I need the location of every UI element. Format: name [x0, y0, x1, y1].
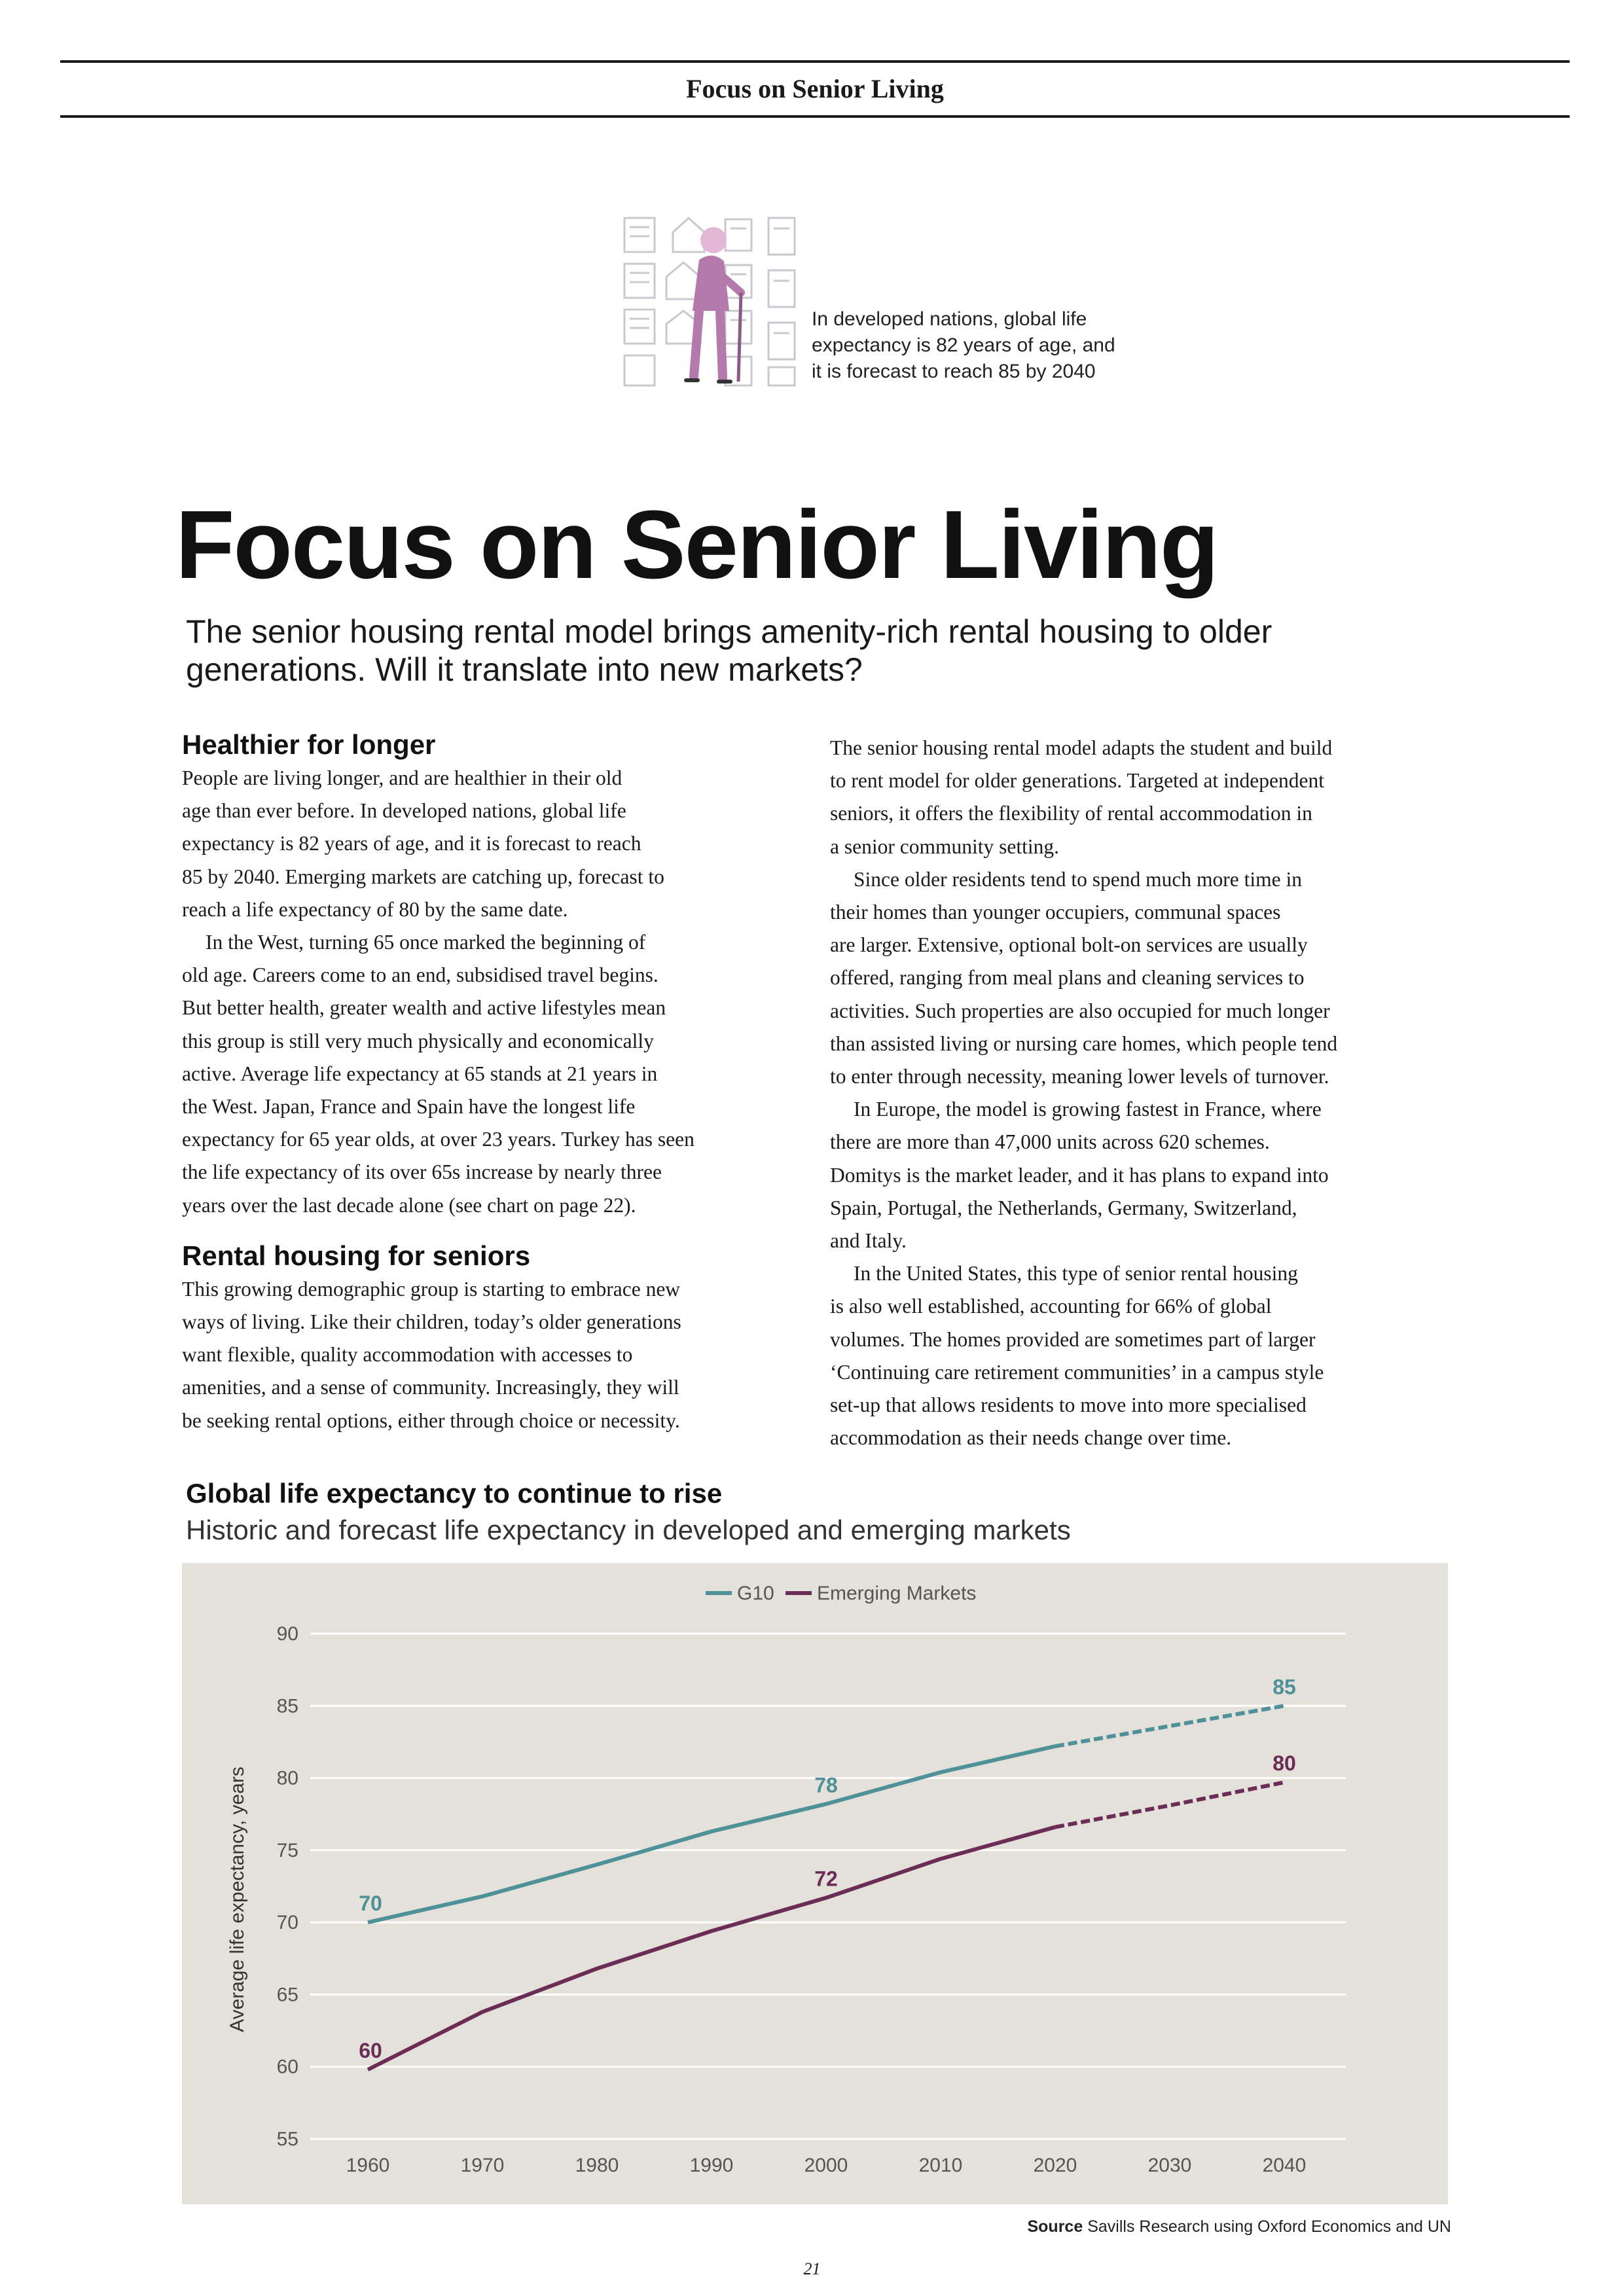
y-tick-label: 80 — [276, 1767, 298, 1789]
data-label: 78 — [814, 1773, 838, 1797]
text-line: expectancy is 82 years of age, and it is forecast to reach — [182, 832, 641, 855]
left-column — [182, 726, 797, 1437]
text-line: This growing demographic group is starting to embrace new — [182, 1277, 681, 1300]
page-title: Focus on Senior Living — [175, 491, 1218, 599]
text-line: ways of living. Like their children, today’s older generations — [182, 1310, 681, 1334]
text-line: Since older residents tend to spend much more time in — [854, 867, 1302, 891]
text-line: to enter through necessity, meaning lower levels of turnover. — [830, 1065, 1329, 1088]
text-line: are larger. Extensive, optional bolt-on services are usually — [830, 933, 1308, 957]
subtitle-line: generations. Will it translate into new markets? — [186, 651, 863, 688]
text-line: set-up that allows residents to move into more specialised — [830, 1393, 1307, 1417]
x-tick-label: 2040 — [1262, 2155, 1307, 2176]
text-line: and Italy. — [830, 1229, 907, 1253]
text-line: ‘Continuing care retirement communities’ in a campus style — [830, 1360, 1324, 1384]
x-tick-label: 1960 — [346, 2155, 390, 2176]
text-line: the West. Japan, France and Spain have the longest life — [182, 1095, 636, 1119]
running-header-title: Focus on Senior Living — [686, 74, 944, 103]
series-line-forecast — [1055, 1706, 1284, 1746]
caption-line: it is forecast to reach 85 by 2040 — [812, 361, 1096, 382]
text-line: active. Average life expectancy at 65 stands at 21 years in — [182, 1062, 658, 1085]
text-line: reach a life expectancy of 80 by the same date. — [182, 897, 568, 921]
text-line: volumes. The homes provided are sometimes part of larger — [830, 1327, 1316, 1351]
text-line: the life expectancy of its over 65s increase by nearly three — [182, 1160, 662, 1184]
text-line: The senior housing rental model adapts the student and build — [830, 736, 1333, 759]
text-line: 85 by 2040. Emerging markets are catching up, forecast to — [182, 865, 664, 888]
y-tick-label: 85 — [276, 1695, 298, 1717]
section-heading-healthier: Healthier for longer — [182, 729, 436, 760]
data-label: 70 — [359, 1892, 382, 1916]
x-tick-label: 2000 — [804, 2155, 848, 2176]
text-line: offered, ranging from meal plans and cleaning services to — [830, 966, 1305, 990]
text-line: People are living longer, and are healthier in their old — [182, 766, 623, 789]
line-chart-panel — [182, 1563, 1448, 2204]
text-line: activities. Such properties are also occupied for much longer — [830, 999, 1330, 1022]
text-line: But better health, greater wealth and active lifestyles mean — [182, 996, 666, 1020]
text-line: accommodation as their needs change over time. — [830, 1426, 1232, 1450]
text-line: to rent model for older generations. Targeted at independent — [830, 769, 1325, 793]
subtitle-line: The senior housing rental model brings amenity-rich rental housing to older — [186, 613, 1272, 650]
text-line: age than ever before. In developed nations, global life — [182, 799, 626, 823]
chart-title: Global life expectancy to continue to rise — [186, 1478, 723, 1509]
page-number: 21 — [803, 2259, 821, 2278]
x-tick-label: 1990 — [689, 2155, 734, 2176]
text-line: be seeking rental options, either through choice or necessity. — [182, 1408, 680, 1432]
y-tick-label: 70 — [276, 1912, 298, 1934]
header-top-rule — [60, 60, 1570, 63]
text-line: old age. Careers come to an end, subsidised travel begins. — [182, 963, 659, 987]
legend-label: Emerging Markets — [817, 1583, 977, 1604]
y-axis-label: Average life expectancy, years — [226, 1767, 248, 2032]
text-line: In Europe, the model is growing fastest in France, where — [854, 1098, 1322, 1121]
text-line: want flexible, quality accommodation with accesses to — [182, 1343, 633, 1367]
text-line: this group is still very much physically and economically — [182, 1029, 654, 1052]
senior-woman-with-cane-icon — [621, 213, 797, 389]
text-line: Domitys is the market leader, and it has plans to expand into — [830, 1163, 1329, 1187]
series-line-historic — [368, 1827, 1055, 2070]
text-line: is also well established, accounting for 66% of global — [830, 1295, 1272, 1318]
y-tick-label: 75 — [276, 1839, 298, 1861]
caption-line: expectancy is 82 years of age, and — [812, 334, 1115, 356]
source-label: Source — [1027, 2217, 1083, 2236]
text-line: than assisted living or nursing care homes, which people tend — [830, 1031, 1338, 1055]
series-line-forecast — [1055, 1782, 1284, 1827]
article-subtitle — [186, 613, 1482, 689]
source-text: Savills Research using Oxford Economics and UN — [1087, 2217, 1451, 2236]
text-line: amenities, and a sense of community. Increasingly, they will — [182, 1376, 679, 1399]
text-line: In the West, turning 65 once marked the beginning of — [206, 931, 646, 954]
text-line: years over the last decade alone (see chart on page 22). — [182, 1193, 636, 1217]
right-column — [830, 732, 1445, 1454]
section-body-rental — [182, 1273, 797, 1437]
text-line: seniors, it offers the flexibility of rental accommodation in — [830, 802, 1312, 825]
text-line: their homes than younger occupiers, communal spaces — [830, 901, 1281, 924]
data-label: 80 — [1272, 1751, 1296, 1776]
x-tick-label: 2020 — [1033, 2155, 1077, 2176]
x-tick-label: 2030 — [1147, 2155, 1192, 2176]
text-line: expectancy for 65 year olds, at over 23 years. Turkey has seen — [182, 1128, 695, 1151]
text-line: In the United States, this type of senior rental housing — [854, 1262, 1298, 1285]
data-label: 60 — [359, 2039, 382, 2063]
text-line: there are more than 47,000 units across 620 schemes. — [830, 1130, 1270, 1154]
x-tick-label: 1970 — [460, 2155, 505, 2176]
text-line: a senior community setting. — [830, 834, 1059, 858]
caption-line: In developed nations, global life — [812, 308, 1087, 330]
y-tick-label: 65 — [276, 1984, 298, 2006]
data-label: 85 — [1272, 1675, 1296, 1699]
section-heading-rental: Rental housing for seniors — [182, 1240, 531, 1271]
life-expectancy-line-chart — [182, 1563, 1448, 2204]
series-line-historic — [368, 1746, 1055, 1922]
section-body-healthier — [182, 762, 797, 1222]
y-tick-label: 55 — [276, 2128, 298, 2150]
chart-source — [1027, 2217, 1451, 2236]
right-column-body — [830, 732, 1445, 1454]
text-line: Spain, Portugal, the Netherlands, Germany, Switzerland, — [830, 1196, 1297, 1219]
legend-label: G10 — [737, 1583, 774, 1604]
y-tick-label: 90 — [276, 1623, 298, 1645]
header-bottom-rule — [60, 115, 1570, 118]
illustration-caption — [812, 306, 1165, 385]
y-tick-label: 60 — [276, 2056, 298, 2078]
x-tick-label: 2010 — [918, 2155, 963, 2176]
x-tick-label: 1980 — [575, 2155, 619, 2176]
chart-subtitle: Historic and forecast life expectancy in developed and emerging markets — [186, 1515, 1071, 1545]
data-label: 72 — [814, 1867, 838, 1891]
